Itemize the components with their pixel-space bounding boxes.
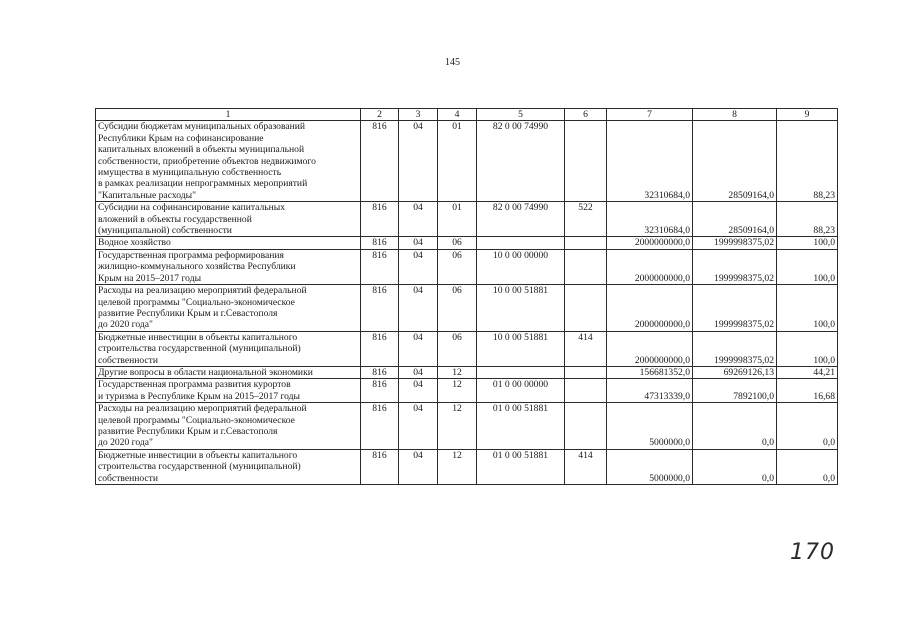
approved-amount-cell: 156681352,0 (607, 366, 693, 378)
target-article-cell: 10 0 00 51881 (477, 285, 565, 332)
target-article-cell: 01 0 00 51881 (477, 449, 565, 484)
ministry-code-cell: 816 (361, 202, 399, 237)
expense-type-cell (565, 366, 607, 378)
item-name-line: Государственная программа развития курортов (98, 379, 291, 391)
item-name-line: Бюджетные инвестиции в объекты капитального (98, 331, 298, 343)
execution-percent-cell: 100,0 (777, 237, 838, 249)
item-name-line: развитие Республики Крым и г.Севастополя (98, 425, 278, 437)
item-name-line: собственности, приобретение объектов недвижимого (98, 155, 316, 167)
header-cell-1: 1 (96, 109, 361, 121)
item-name-line: Другие вопросы в области национальной экономики (98, 366, 313, 378)
item-name-line: Бюджетные инвестиции в объекты капитального (98, 449, 298, 461)
ministry-code-cell: 816 (361, 331, 399, 366)
item-name-line: собственности (98, 472, 159, 484)
target-article-cell: 10 0 00 51881 (477, 331, 565, 366)
executed-amount-cell: 7892100,0 (693, 379, 777, 403)
expense-type-cell (565, 121, 607, 202)
item-name-line: в рамках реализации непрограммных мероприятий (98, 178, 308, 190)
header-cell-6: 6 (565, 109, 607, 121)
executed-amount-cell: 1999998375,02 (693, 237, 777, 249)
item-name-line: до 2020 года" (98, 319, 153, 331)
approved-amount-cell: 32310684,0 (607, 202, 693, 237)
subsection-code-cell: 06 (438, 249, 477, 284)
approved-amount-cell: 2000000000,0 (607, 249, 693, 284)
subsection-code-cell: 12 (438, 366, 477, 378)
executed-amount-cell: 0,0 (693, 403, 777, 450)
table-row (96, 121, 838, 202)
execution-percent-cell: 100,0 (777, 285, 838, 332)
table-row (96, 237, 838, 249)
expense-type-cell (565, 249, 607, 284)
executed-amount-cell: 69269126,13 (693, 366, 777, 378)
header-cell-3: 3 (399, 109, 438, 121)
target-article-cell (477, 237, 565, 249)
subsection-code-cell: 01 (438, 202, 477, 237)
item-name-line: Крым на 2015–2017 годы (98, 272, 202, 284)
item-name-cell (96, 449, 361, 484)
section-code-cell: 04 (399, 379, 438, 403)
item-name-line: вложений в объекты государственной (98, 213, 252, 225)
execution-percent-cell: 0,0 (777, 449, 838, 484)
target-article-cell (477, 366, 565, 378)
executed-amount-cell: 1999998375,02 (693, 285, 777, 332)
ministry-code-cell: 816 (361, 237, 399, 249)
executed-amount-cell: 1999998375,02 (693, 331, 777, 366)
ministry-code-cell: 816 (361, 249, 399, 284)
table-row (96, 403, 838, 450)
item-name-line: строительства государственной (муниципальной) (98, 343, 301, 355)
section-code-cell: 04 (399, 331, 438, 366)
ministry-code-cell: 816 (361, 403, 399, 450)
item-name-cell (96, 121, 361, 202)
section-code-cell: 04 (399, 285, 438, 332)
item-name-line: жилищно-коммунального хозяйства Республики (98, 261, 296, 273)
ministry-code-cell: 816 (361, 366, 399, 378)
item-name-cell (96, 403, 361, 450)
approved-amount-cell: 5000000,0 (607, 449, 693, 484)
approved-amount-cell: 47313339,0 (607, 379, 693, 403)
executed-amount-cell: 0,0 (693, 449, 777, 484)
subsection-code-cell: 12 (438, 403, 477, 450)
target-article-cell: 01 0 00 51881 (477, 403, 565, 450)
executed-amount-cell: 1999998375,02 (693, 249, 777, 284)
table-body (96, 109, 838, 485)
item-name-line: и туризма в Республике Крым на 2015–2017 годы (98, 390, 300, 402)
subsection-code-cell: 01 (438, 121, 477, 202)
executed-amount-cell: 28509164,0 (693, 121, 777, 202)
section-code-cell: 04 (399, 237, 438, 249)
section-code-cell: 04 (399, 202, 438, 237)
subsection-code-cell: 12 (438, 449, 477, 484)
approved-amount-cell: 2000000000,0 (607, 285, 693, 332)
handwritten-page-number: 170 (790, 540, 835, 565)
item-name-line: Субсидии на софинансирование капитальных (98, 202, 286, 214)
subsection-code-cell: 12 (438, 379, 477, 403)
execution-percent-cell: 88,23 (777, 121, 838, 202)
item-name-line: целевой программы "Социально-экономическое (98, 296, 295, 308)
target-article-cell: 82 0 00 74990 (477, 121, 565, 202)
item-name-line: (муниципальной) собственности (98, 225, 232, 237)
approved-amount-cell: 5000000,0 (607, 403, 693, 450)
ministry-code-cell: 816 (361, 285, 399, 332)
table-row (96, 285, 838, 332)
section-code-cell: 04 (399, 403, 438, 450)
table-row (96, 449, 838, 484)
expense-type-cell: 522 (565, 202, 607, 237)
table-row (96, 379, 838, 403)
subsection-code-cell: 06 (438, 237, 477, 249)
section-code-cell: 04 (399, 249, 438, 284)
header-cell-2: 2 (361, 109, 399, 121)
item-name-cell (96, 379, 361, 403)
item-name-line: Водное хозяйство (98, 237, 171, 249)
header-cell-5: 5 (477, 109, 565, 121)
ministry-code-cell: 816 (361, 379, 399, 403)
approved-amount-cell: 2000000000,0 (607, 237, 693, 249)
target-article-cell: 82 0 00 74990 (477, 202, 565, 237)
item-name-cell (96, 285, 361, 332)
header-cell-8: 8 (693, 109, 777, 121)
expense-type-cell (565, 285, 607, 332)
ministry-code-cell: 816 (361, 121, 399, 202)
item-name-line: имущества в муниципальную собственность (98, 167, 282, 179)
item-name-line: "Капитальные расходы" (98, 189, 197, 201)
target-article-cell: 10 0 00 00000 (477, 249, 565, 284)
expense-type-cell: 414 (565, 331, 607, 366)
item-name-line: Расходы на реализацию мероприятий федеральной (98, 285, 307, 297)
item-name-line: собственности (98, 354, 159, 366)
item-name-line: Субсидии бюджетам муниципальных образований (98, 121, 306, 133)
item-name-cell (96, 366, 361, 378)
item-name-line: Расходы на реализацию мероприятий федеральной (98, 403, 307, 415)
target-article-cell: 01 0 00 00000 (477, 379, 565, 403)
item-name-cell (96, 202, 361, 237)
section-code-cell: 04 (399, 449, 438, 484)
page-number: 145 (445, 57, 460, 68)
table-row (96, 202, 838, 237)
expense-type-cell (565, 237, 607, 249)
header-cell-9: 9 (777, 109, 838, 121)
executed-amount-cell: 28509164,0 (693, 202, 777, 237)
item-name-line: целевой программы "Социально-экономическое (98, 414, 295, 426)
execution-percent-cell: 100,0 (777, 331, 838, 366)
approved-amount-cell: 2000000000,0 (607, 331, 693, 366)
budget-table (95, 108, 838, 485)
execution-percent-cell: 16,68 (777, 379, 838, 403)
item-name-line: Государственная программа реформирования (98, 249, 284, 261)
item-name-cell (96, 249, 361, 284)
expense-type-cell (565, 403, 607, 450)
section-code-cell: 04 (399, 366, 438, 378)
header-row (96, 109, 838, 121)
item-name-cell (96, 237, 361, 249)
subsection-code-cell: 06 (438, 331, 477, 366)
ministry-code-cell: 816 (361, 449, 399, 484)
execution-percent-cell: 88,23 (777, 202, 838, 237)
table-row (96, 331, 838, 366)
item-name-line: капитальных вложений в объекты муниципальной (98, 144, 305, 156)
header-cell-7: 7 (607, 109, 693, 121)
expense-type-cell (565, 379, 607, 403)
approved-amount-cell: 32310684,0 (607, 121, 693, 202)
item-name-line: развитие Республики Крым и г.Севастополя (98, 307, 278, 319)
item-name-line: до 2020 года" (98, 437, 153, 449)
execution-percent-cell: 100,0 (777, 249, 838, 284)
subsection-code-cell: 06 (438, 285, 477, 332)
execution-percent-cell: 0,0 (777, 403, 838, 450)
item-name-cell (96, 331, 361, 366)
expense-type-cell: 414 (565, 449, 607, 484)
header-cell-4: 4 (438, 109, 477, 121)
table-row (96, 249, 838, 284)
execution-percent-cell: 44,21 (777, 366, 838, 378)
table-row (96, 366, 838, 378)
item-name-line: Республики Крым на софинансирование (98, 132, 264, 144)
section-code-cell: 04 (399, 121, 438, 202)
item-name-line: строительства государственной (муниципальной) (98, 461, 301, 473)
